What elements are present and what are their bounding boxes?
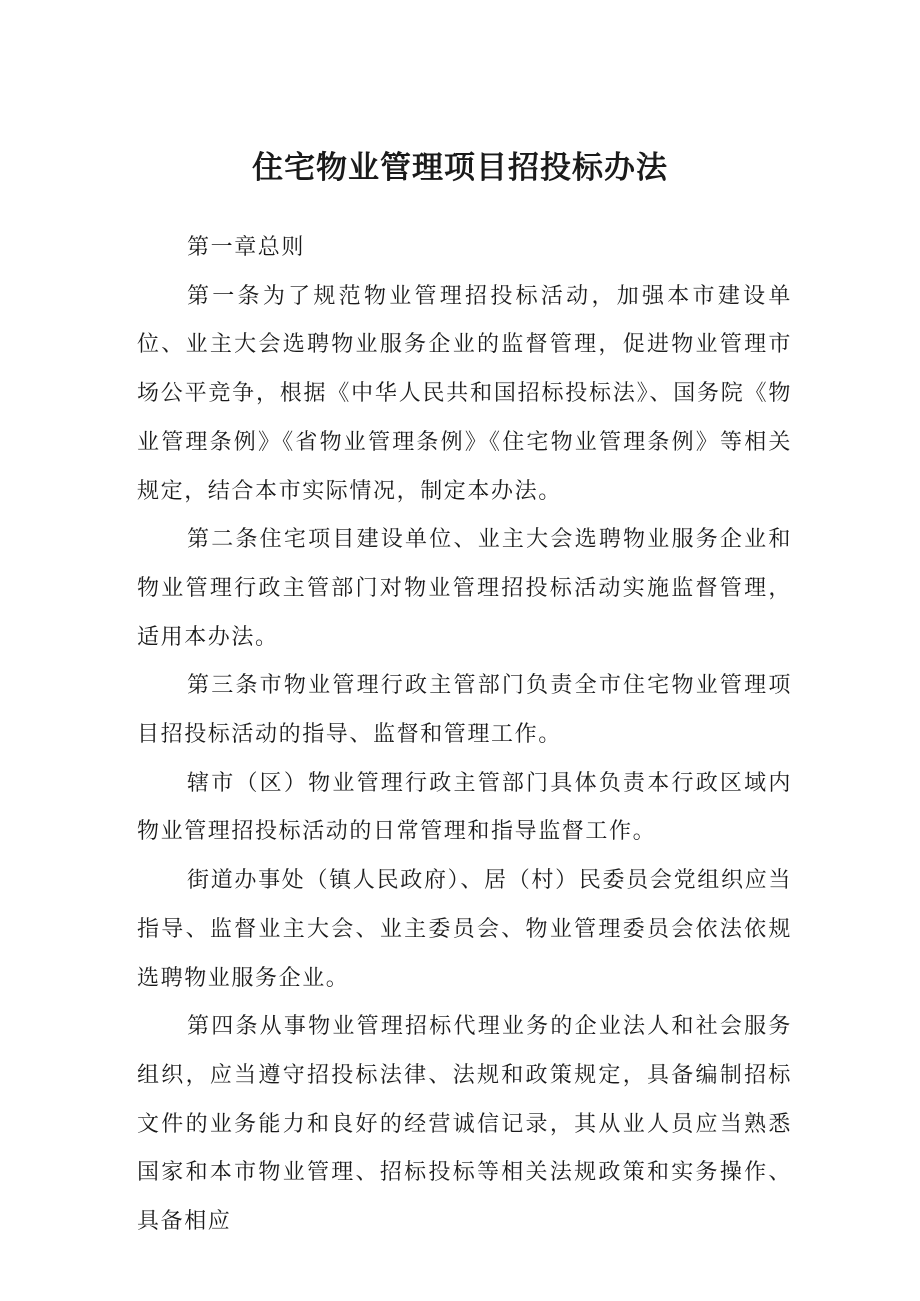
document-title: 住宅物业管理项目招投标办法 bbox=[252, 150, 668, 186]
article-3-paragraph: 第三条市物业管理行政主管部门负责全市住宅物业管理项目招投标活动的指导、监督和管理工作。 bbox=[137, 673, 792, 748]
article-1-paragraph: 第一条为了规范物业管理招投标活动，加强本市建设单位、业主大会选聘物业服务企业的监督管理，促进物业管理市场公平竞争，根据《中华人民共和国招标投标法》、国务院《物业管理条例》《省物业管理条例》《住宅物业管理条例》等相关规定，结合本市实际情况，制定本办法。 bbox=[137, 283, 792, 504]
district-responsibility-paragraph: 辖市（区）物业管理行政主管部门具体负责本行政区域内物业管理招投标活动的日常管理和指导监督工作。 bbox=[137, 770, 792, 845]
street-office-paragraph: 街道办事处（镇人民政府）、居（村）民委员会党组织应当指导、监督业主大会、业主委员会、物业管理委员会依法依规选聘物业服务企业。 bbox=[137, 868, 792, 991]
article-2-paragraph: 第二条住宅项目建设单位、业主大会选聘物业服务企业和物业管理行政主管部门对物业管理招投标活动实施监督管理，适用本办法。 bbox=[137, 527, 792, 650]
chapter-heading: 第一章总则 bbox=[187, 235, 306, 260]
article-4-paragraph: 第四条从事物业管理招标代理业务的企业法人和社会服务组织，应当遵守招投标法律、法规和政策规定，具备编制招标文件的业务能力和良好的经营诚信记录，其从业人员应当熟悉国家和本市物业管理、招标投标等相关法规政策和实务操作、具备相应 bbox=[137, 1014, 792, 1235]
document-body bbox=[137, 224, 792, 1247]
